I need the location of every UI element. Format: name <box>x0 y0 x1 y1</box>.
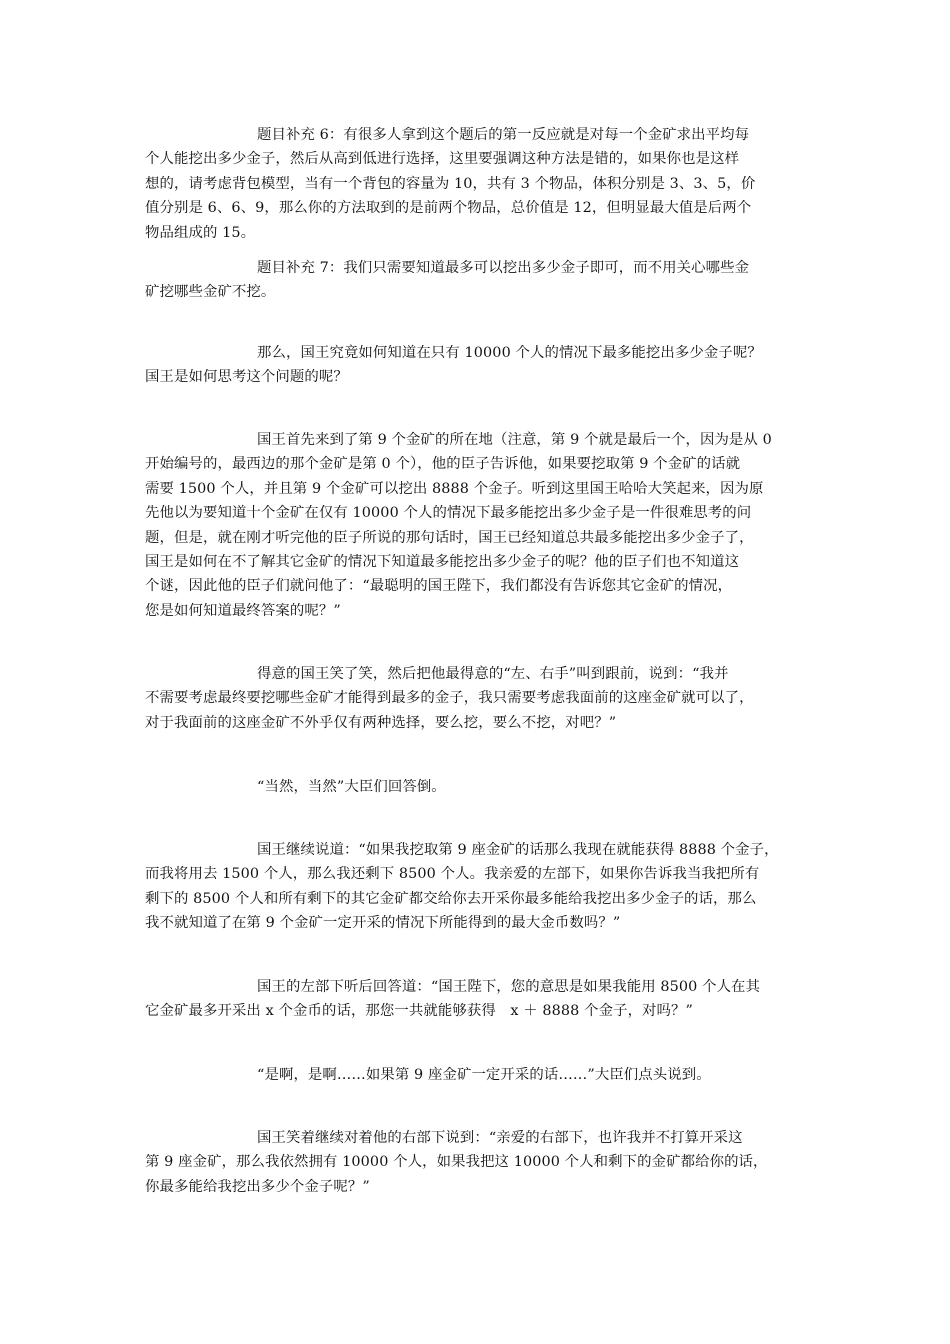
text-line: 国王的左部下听后回答道：“国王陛下，您的意思是如果我能用 8500 个人在其 <box>257 979 761 995</box>
text-line: 想的，请考虑背包模型，当有一个背包的容量为 10，共有 3 个物品，体积分别是 3、3、5，价 <box>145 175 756 192</box>
paragraph-king-continues <box>145 838 815 936</box>
text-line: 得意的国王笑了笑，然后把他最得意的“左、右手”叫到跟前，说到：“我并 <box>257 666 729 682</box>
text-line: 个谜，因此他的臣子们就问他了：“最聪明的国王陛下，我们都没有告诉您其它金矿的情况， <box>145 578 733 595</box>
text-line: 题，但是，就在刚才听完他的臣子所说的那句话时，国王已经知道总共最多能挖出多少金子了， <box>145 529 754 546</box>
text-line: 需要 1500 个人，并且第 9 个金矿可以挖出 8888 个金子。听到这里国王哈哈大笑起来，因为原 <box>145 480 764 497</box>
paragraph-king-smiles <box>145 662 815 735</box>
text-line: 它金矿最多开采出 x 个金币的话，那您一共就能够获得 x ＋ 8888 个金子，对吗？” <box>145 1003 693 1020</box>
text-line: 国王是如何思考这个问题的呢？ <box>145 369 348 386</box>
text-line: 国王笑着继续对着他的右部下说到：“亲爱的右部下，也许我并不打算开采这 <box>257 1130 743 1146</box>
text-line: 矿挖哪些金矿不挖。 <box>145 284 276 301</box>
text-line: “当然，当然”大臣们回答倒。 <box>257 779 446 795</box>
text-line: “是啊，是啊……如果第 9 座金矿一定开采的话……”大臣们点头说到。 <box>257 1067 711 1083</box>
text-line: 第 9 座金矿，那么我依然拥有 10000 个人，如果我把这 10000 个人和剩下的金矿都给你的话， <box>145 1154 768 1171</box>
text-line: 值分别是 6、6、9，那么你的方法取到的是前两个物品，总价值是 12，但明显最大值是后两个 <box>145 200 752 217</box>
text-line: 而我将用去 1500 个人，那么我还剩下 8500 个人。我亲爱的左部下，如果你告诉我当我把所有 <box>145 866 760 883</box>
text-line: 你最多能给我挖出多少个金子呢？” <box>145 1178 370 1195</box>
text-line: 不需要考虑最终要挖哪些金矿才能得到最多的金子，我只需要考虑我面前的这座金矿就可以了， <box>145 690 754 707</box>
text-line: 国王首先来到了第 9 个金矿的所在地（注意，第 9 个就是最后一个，因为是从 0 <box>257 432 772 448</box>
text-line: 剩下的 8500 个人和所有剩下的其它金矿都交给你去开采你最多能给我挖出多少金子的话，那么 <box>145 890 757 907</box>
text-line: 开始编号的，最西边的那个金矿是第 0 个），他的臣子告诉他，如果要挖取第 9 个金矿的话就 <box>145 456 741 473</box>
paragraph-ministers-reply <box>145 775 815 799</box>
text-line: 国王继续说道：“如果我挖取第 9 座金矿的话那么我现在就能获得 8888 个金子， <box>257 842 779 858</box>
paragraph-question <box>145 341 815 390</box>
text-line: 个人能挖出多少金子，然后从高到低进行选择，这里要强调这种方法是错的，如果你也是这样 <box>145 151 740 168</box>
paragraph-right-minister <box>145 1126 815 1199</box>
paragraph-supplement-7 <box>145 256 815 305</box>
text-line: 对于我面前的这座金矿不外乎仅有两种选择，要么挖，要么不挖，对吧？” <box>145 714 617 731</box>
paragraph-ministers-nod <box>145 1063 815 1087</box>
text-line: 那么，国王究竟如何知道在只有 10000 个人的情况下最多能挖出多少金子呢？ <box>257 345 762 361</box>
text-line: 我不就知道了在第 9 个金矿一定开采的情况下所能得到的最大金币数吗？” <box>145 915 621 932</box>
paragraph-left-minister <box>145 975 815 1024</box>
text-line: 题目补充 6：有很多人拿到这个题后的第一反应就是对每一个金矿求出平均每 <box>257 127 750 143</box>
paragraph-supplement-6 <box>145 123 815 245</box>
text-line: 国王是如何在不了解其它金矿的情况下知道最多能挖出多少金子的呢？他的臣子们也不知道这 <box>145 553 740 570</box>
text-line: 物品组成的 15。 <box>145 224 256 241</box>
text-line: 题目补充 7：我们只需要知道最多可以挖出多少金子即可，而不用关心哪些金 <box>257 260 750 276</box>
paragraph-king-arrives <box>145 428 815 623</box>
text-line: 先他以为要知道十个金矿在仅有 10000 个人的情况下最多能挖出多少金子是一件很难思考的问 <box>145 505 752 522</box>
text-line: 您是如何知道最终答案的呢？” <box>145 602 341 619</box>
